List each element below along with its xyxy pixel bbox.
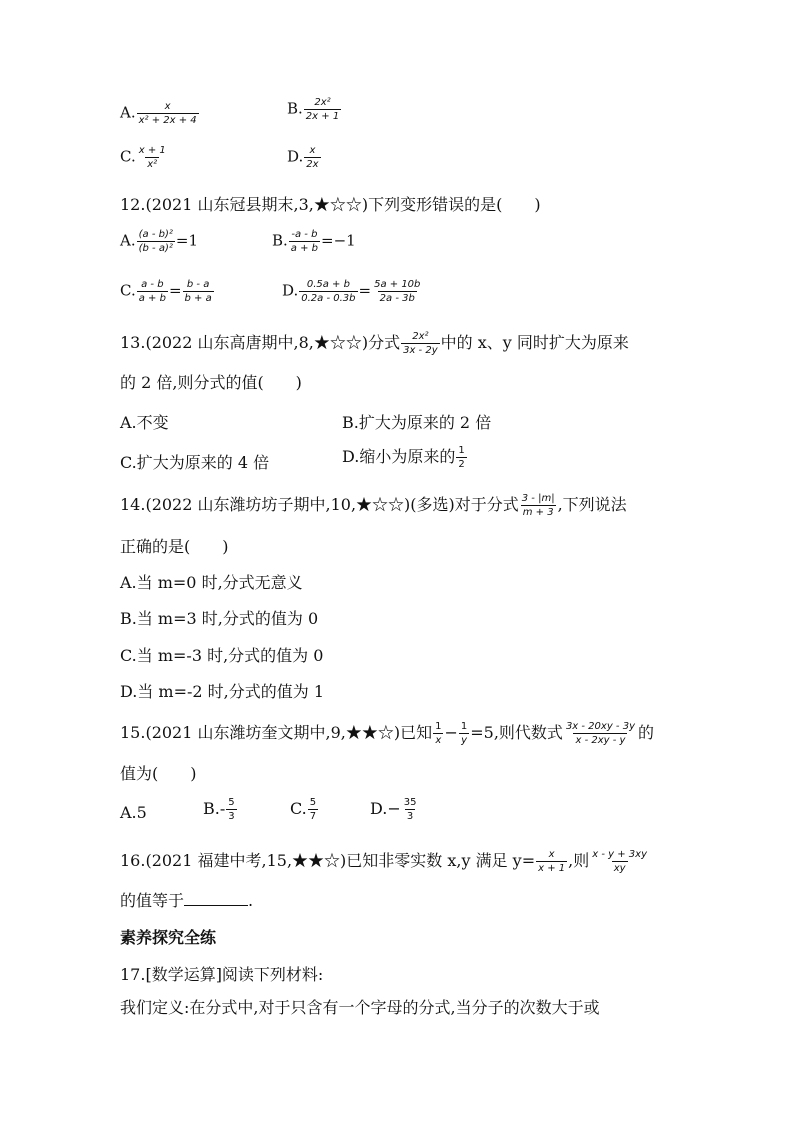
fraction (433, 720, 443, 747)
denominator: a + b (138, 293, 166, 304)
numerator: x (309, 145, 316, 156)
equation-rhs: =1 (175, 231, 198, 250)
denominator: m + 3 (522, 507, 554, 518)
numerator: 1 (435, 721, 442, 732)
stem-text: 13.(2022 山东高唐期中,8,★☆☆)分式 (120, 333, 401, 352)
fraction (459, 720, 469, 747)
numerator: (a - b)² (138, 229, 173, 240)
fraction (401, 330, 440, 357)
fraction (590, 848, 649, 875)
denominator: 2x (306, 159, 319, 170)
section-heading: 素养探究全练 (120, 928, 217, 947)
q13-option-c: C.扩大为原来的 4 倍 (120, 453, 270, 472)
q17-body-line: 我们定义:在分式中,对于只含有一个字母的分式,当分子的次数大于或 (120, 998, 600, 1017)
q14-option-c: C.当 m=-3 时,分式的值为 0 (120, 646, 324, 665)
fraction (137, 278, 168, 305)
period: . (248, 891, 254, 910)
fraction (137, 144, 168, 171)
stem-text: 14.(2022 山东潍坊坊子期中,10,★☆☆)(多选)对于分式 (120, 495, 519, 514)
numerator: 35 (403, 797, 417, 808)
q13-stem (120, 330, 629, 357)
numerator: 2x² (314, 97, 331, 108)
numerator: 1 (458, 445, 465, 456)
option-label: B. (287, 99, 303, 118)
q16-stem (120, 848, 650, 875)
numerator: 3 - |m| (521, 493, 555, 504)
denominator: x² + 2x + 4 (138, 115, 197, 126)
q11-option-d (287, 144, 322, 171)
numerator: x - y + 3xy (592, 849, 647, 860)
equals-sign: = (168, 281, 182, 300)
q13-option-b: B.扩大为原来的 2 倍 (342, 413, 492, 432)
q16-stem-line2 (120, 890, 253, 912)
fraction (289, 228, 320, 255)
q14-stem-line2: 正确的是( ) (120, 537, 229, 556)
numerator: b - a (186, 279, 210, 290)
numerator: a - b (141, 279, 164, 290)
fraction (137, 228, 175, 255)
denominator: 2a - 3b (379, 293, 415, 304)
equals-sign: = (358, 281, 372, 300)
option-text: D.缩小为原来的 (342, 447, 456, 466)
option-label: A. (120, 231, 136, 250)
q12-option-b (272, 228, 356, 255)
stem-text: 的 (638, 723, 655, 742)
numerator: 5 (228, 797, 235, 808)
q13-stem-line2: 的 2 倍,则分式的值( ) (120, 373, 302, 392)
stem-text: 16.(2021 福建中考,15,★★☆)已知非零实数 x,y 满足 y= (120, 851, 536, 870)
fraction (183, 278, 214, 305)
denominator: xy (613, 863, 626, 874)
q15-option-c (290, 796, 319, 823)
stem-text: 15.(2021 山东潍坊奎文期中,9,★★☆)已知 (120, 723, 433, 742)
q17-stem: 17.[数学运算]阅读下列材料: (120, 965, 324, 984)
denominator: b + a (184, 293, 212, 304)
denominator: y (461, 735, 468, 746)
q14-option-a: A.当 m=0 时,分式无意义 (120, 573, 303, 592)
option-label: B. (272, 231, 288, 250)
numerator: 1 (460, 721, 468, 732)
fraction (456, 444, 466, 471)
fraction (402, 796, 419, 823)
option-label: D.− (370, 799, 401, 818)
q11-option-a (120, 100, 200, 127)
fraction (308, 796, 318, 823)
denominator: 3 (406, 811, 414, 822)
denominator: 2 (458, 459, 465, 470)
numerator: -a - b (291, 229, 318, 240)
q13-option-d (342, 444, 468, 471)
denominator: (b - a)² (138, 243, 173, 254)
q14-option-b: B.当 m=3 时,分式的值为 0 (120, 609, 319, 628)
fraction (304, 144, 320, 171)
numerator: 0.5a + b (306, 279, 350, 290)
q14-option-d: D.当 m=-2 时,分式的值为 1 (120, 682, 325, 701)
numerator: 2x² (412, 331, 429, 342)
numerator: x (548, 849, 555, 860)
q15-option-b (203, 796, 238, 823)
option-label: D. (287, 147, 304, 166)
option-label: C. (120, 147, 136, 166)
answer-blank[interactable] (184, 891, 248, 906)
numerator: 5 (309, 797, 317, 808)
stem-text: =5,则代数式 (470, 723, 563, 742)
denominator: 3 (228, 811, 235, 822)
denominator: x + 1 (538, 863, 566, 874)
q12-option-a (120, 228, 198, 255)
minus-sign: − (444, 723, 458, 742)
numerator: x + 1 (138, 145, 166, 156)
option-label: B.- (203, 799, 226, 818)
option-label: C. (290, 799, 307, 818)
q11-option-b (287, 96, 342, 123)
q13-option-a: A.不变 (120, 413, 169, 432)
fraction (536, 848, 567, 875)
fraction (304, 96, 341, 123)
q15-option-a: A.5 (120, 803, 147, 822)
denominator: 7 (309, 811, 317, 822)
q14-stem (120, 492, 627, 519)
numerator: 3x - 20xy - 3y (565, 721, 635, 732)
denominator: x - 2xy - y (575, 735, 626, 746)
fraction (137, 100, 199, 127)
q15-option-d (370, 796, 419, 823)
fraction (372, 278, 422, 305)
q11-option-c (120, 144, 169, 171)
denominator: x (435, 735, 442, 746)
fraction (520, 492, 557, 519)
denominator: 0.2a - 0.3b (301, 293, 356, 304)
denominator: 2x + 1 (305, 111, 340, 122)
option-label: A. (120, 103, 136, 122)
equation-rhs: =−1 (321, 231, 356, 250)
numerator: 5a + 10b (374, 279, 421, 290)
option-label: D. (282, 281, 299, 300)
stem-text: 中的 x、y 同时扩大为原来 (440, 333, 629, 352)
q12-option-c (120, 278, 215, 305)
fraction (299, 278, 357, 305)
numerator: x (164, 101, 171, 112)
stem-text: 的值等于 (120, 891, 185, 910)
denominator: a + b (290, 243, 319, 254)
fraction (564, 720, 637, 747)
denominator: 3x - 2y (403, 345, 438, 356)
fraction (226, 796, 236, 823)
q15-stem-line2: 值为( ) (120, 764, 197, 783)
q12-option-d (282, 278, 423, 305)
denominator: x² (147, 159, 158, 170)
q12-stem: 12.(2021 山东冠县期末,3,★☆☆)下列变形错误的是( ) (120, 195, 541, 214)
option-label: C. (120, 281, 136, 300)
stem-text: ,下列说法 (557, 495, 627, 514)
stem-text: ,则 (568, 851, 590, 870)
q15-stem (120, 720, 654, 747)
